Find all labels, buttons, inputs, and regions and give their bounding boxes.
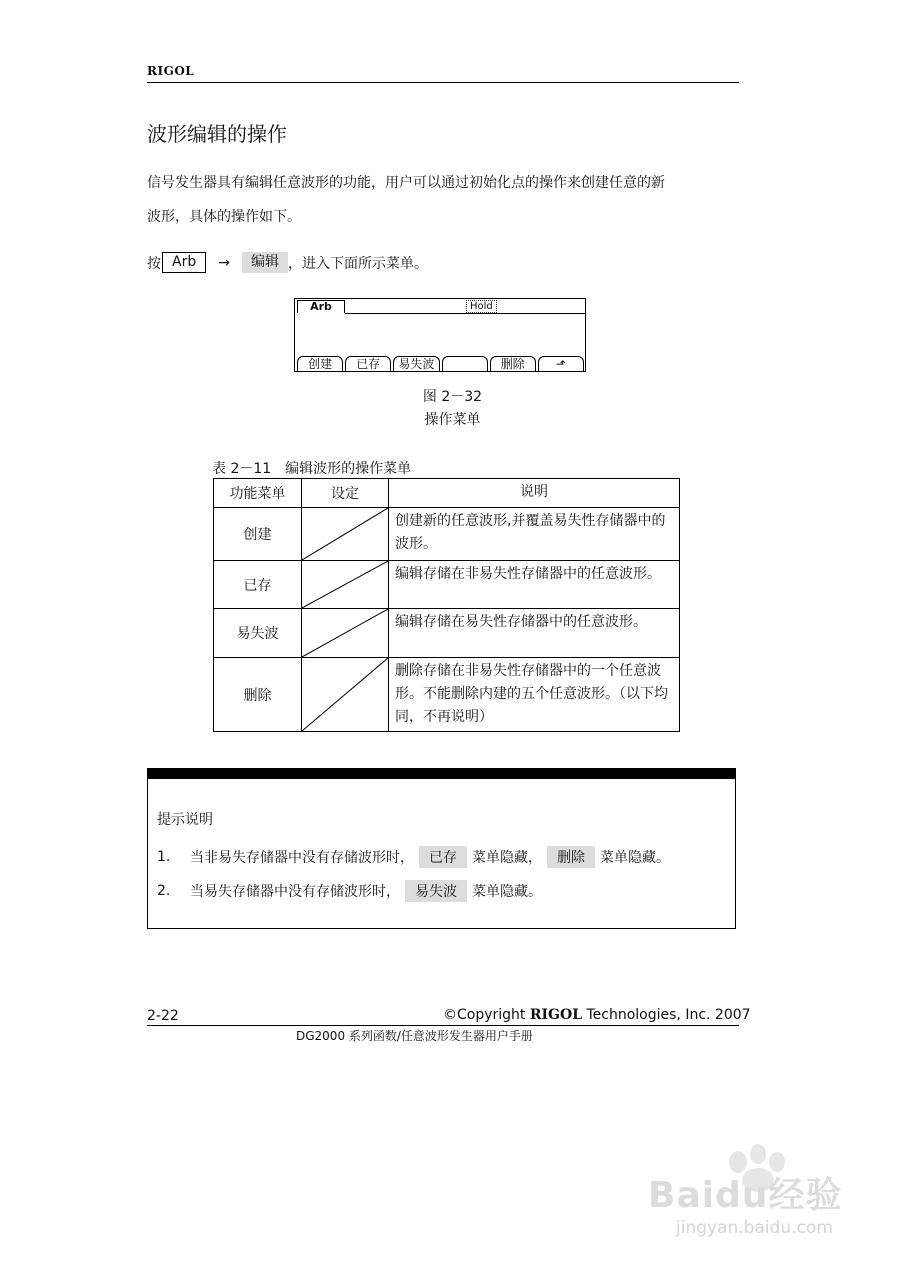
tip-item xyxy=(157,880,542,902)
description-cell: 创建新的任意波形,并覆盖易失性存储器中的波形。 xyxy=(389,508,680,561)
table-row xyxy=(214,561,680,609)
screen-menu-volatile: 易失波 xyxy=(393,356,439,371)
screen-menu-empty xyxy=(442,356,488,371)
page-number: 2-22 xyxy=(147,1008,179,1024)
screen-mode-tab: Arb xyxy=(297,300,345,313)
description-cell: 编辑存储在易失性存储器中的任意波形。 xyxy=(389,609,680,658)
setting-cell xyxy=(302,508,389,561)
screen-menu-create: 创建 xyxy=(297,356,343,371)
tip-text: 菜单隐藏。 xyxy=(600,850,670,866)
description-cell: 删除存储在非易失性存储器中的一个任意波形。不能删除内建的五个任意波形。（以下均同，不再说明） xyxy=(389,658,680,732)
table-header-row xyxy=(214,479,680,508)
setting-cell xyxy=(302,561,389,609)
arrow-right-icon: → xyxy=(218,254,230,271)
setting-cell xyxy=(302,609,389,658)
menu-table xyxy=(213,478,680,732)
tip-item-number: 2. xyxy=(157,883,171,899)
setting-cell xyxy=(302,658,389,732)
edit-softkey: 编辑 xyxy=(242,252,288,273)
watermark-url: jingyan.baidu.com xyxy=(676,1218,833,1238)
tip-text: 菜单隐藏。 xyxy=(472,884,542,900)
figure-caption: 操作菜单 xyxy=(424,412,481,428)
tip-heading: 提示说明 xyxy=(157,812,213,828)
table-row xyxy=(214,609,680,658)
table-header: 说明 xyxy=(389,479,680,508)
tip-header-bar xyxy=(148,769,735,779)
screen-menu-stored: 已存 xyxy=(345,356,391,371)
screen-hold-indicator: Hold xyxy=(466,300,497,313)
arb-key: Arb xyxy=(162,252,206,273)
table-caption: 表 2－11 编辑波形的操作菜单 xyxy=(212,461,412,477)
section-title: 波形编辑的操作 xyxy=(147,122,287,146)
diagonal-line xyxy=(302,561,388,608)
header-brand: RIGOL xyxy=(147,64,195,78)
delete-softkey: 删除 xyxy=(547,846,595,868)
stored-softkey: 已存 xyxy=(419,846,467,868)
menu-name-cell: 创建 xyxy=(214,508,302,561)
description-cell: 编辑存储在非易失性存储器中的任意波形。 xyxy=(389,561,680,609)
instrument-screen xyxy=(294,298,586,372)
screen-top-line xyxy=(345,313,585,314)
copyright-brand: RIGOL xyxy=(529,1007,583,1023)
diagonal-line xyxy=(302,658,388,731)
tip-text: 菜单隐藏， xyxy=(472,850,542,866)
tip-text: 当非易失存储器中没有存储波形时， xyxy=(190,850,414,866)
intro-line-1: 信号发生器具有编辑任意波形的功能，用户可以通过初始化点的操作来创建任意的新 xyxy=(147,175,665,191)
header-rule xyxy=(147,82,739,83)
screen-menu-bar xyxy=(297,356,584,371)
step-instruction xyxy=(147,252,428,273)
watermark-logo: Baidu经验 xyxy=(648,1175,843,1216)
menu-name-cell: 已存 xyxy=(214,561,302,609)
tip-text: 当易失存储器中没有存储波形时， xyxy=(190,884,400,900)
figure-number: 图 2－32 xyxy=(422,389,483,405)
table-row xyxy=(214,508,680,561)
volatile-softkey: 易失波 xyxy=(405,880,467,902)
tip-item-number: 1. xyxy=(157,849,171,865)
screen-menu-delete: 删除 xyxy=(490,356,536,371)
tip-item xyxy=(157,846,670,868)
step-prefix: 按 xyxy=(147,255,161,272)
copyright xyxy=(443,1007,751,1023)
return-arrow-icon: ⬏ xyxy=(538,356,584,371)
copyright-prefix: ©Copyright xyxy=(443,1007,530,1023)
menu-name-cell: 易失波 xyxy=(214,609,302,658)
footer-subtitle: DG2000 系列函数/任意波形发生器用户手册 xyxy=(296,1029,533,1043)
table-row xyxy=(214,658,680,732)
diagonal-line xyxy=(302,609,388,657)
step-suffix: ，进入下面所示菜单。 xyxy=(287,255,428,272)
table-header: 功能菜单 xyxy=(214,479,302,508)
diagonal-line xyxy=(302,508,388,560)
menu-name-cell: 删除 xyxy=(214,658,302,732)
table-header: 设定 xyxy=(302,479,389,508)
intro-line-2: 波形，具体的操作如下。 xyxy=(147,209,301,225)
copyright-suffix: Technologies, Inc. 2007 xyxy=(582,1007,751,1023)
tip-box xyxy=(147,768,736,929)
footer-rule xyxy=(147,1025,739,1026)
